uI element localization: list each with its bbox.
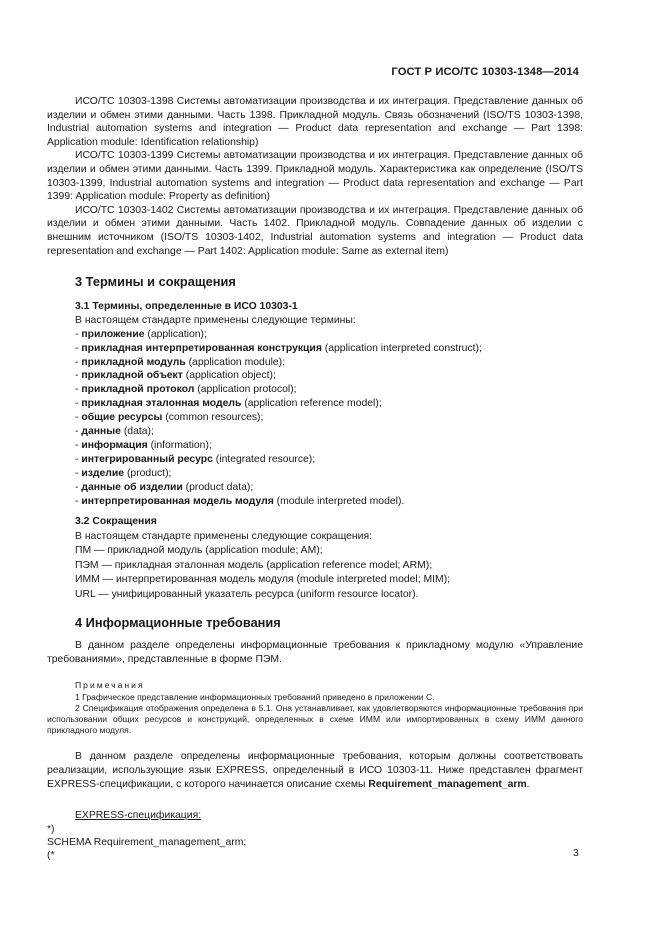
list-item: - прикладной объект (application object);: [75, 370, 276, 382]
section-3-1-title: 3.1 Термины, определенные в ИСО 10303-1: [75, 301, 298, 313]
section-3-1-intro: В настоящем стандарте применены следующие термины:: [75, 315, 356, 327]
section-4-paragraph: В данном разделе определены информационные требования, которым должны соответствовать реализации, использующие язык EXPRESS, определенный в ИСО 10303-11. Ниже представлен фрагмент EXPRESS-спецификации, с которого начинается описание схемы Requirement_management_arm.: [47, 751, 583, 790]
code-line: SCHEMA Requirement_management_arm;: [47, 837, 247, 849]
reference-1399: ИСО/ТС 10303-1399 Системы автоматизации производства и их интеграция. Представление данных об изделии и обмен этими данными. Часть 1399. Прикладной модуль. Характеристика как определение (ISO/TS 10303-1399, Industrial automation systems and integration — Product data representation and exchange — Part 1399: Application module: Property as definition): [47, 150, 583, 203]
list-item: - приложение (application);: [75, 328, 207, 340]
section-3-2-intro: В настоящем стандарте применены следующие сокращения:: [75, 530, 372, 542]
reference-1402: ИСО/ТС 10303-1402 Системы автоматизации производства и их интеграция. Представление данных об изделии и обмен этими данными. Часть 1402. Прикладной модуль. Совпадение данных об изделии с внешним источником (ISO/TS 10303-1402, Industrial automation systems and integration — Product data representation and exchange — Part 1402: Application module: Same as external item): [47, 204, 583, 257]
list-item: - прикладной модуль (application module);: [75, 356, 286, 368]
note-2: 2 Спецификация отображения определена в 5.1. Она устанавливает, как удовлетворяются информационные требования при использовании общих ресурсов и конструкций, определенных в схеме ИММ или импортированных в схему ИММ данного прикладного модуля.: [47, 702, 583, 736]
code-line: (*: [47, 850, 55, 862]
list-item: - общие ресурсы (common resources);: [75, 412, 264, 424]
code-line: *): [47, 823, 55, 835]
page-number: 3: [573, 848, 579, 859]
abbreviation-item: URL — унифицированный указатель ресурса (uniform resource locator).: [75, 588, 419, 600]
abbreviation-item: ПМ — прикладной модуль (application module; AM);: [75, 545, 323, 557]
list-item: - прикладная эталонная модель (application reference model);: [75, 398, 382, 410]
page-content: [47, 95, 583, 862]
list-item: - информация (information);: [75, 439, 212, 451]
section-4-intro: В данном разделе определены информационные требования к прикладному модулю «Управление требованиями», представленные в форме ПЭМ.: [47, 640, 583, 666]
note-1: 1 Графическое представление информационных требований приведено в приложении С.: [75, 691, 435, 702]
express-spec-label: EXPRESS-спецификация:: [75, 810, 202, 822]
section-4-title: 4 Информационные требования: [75, 615, 281, 631]
section-3-title: 3 Термины и сокращения: [75, 274, 236, 290]
list-item: - данные об изделии (product data);: [75, 481, 254, 493]
list-item: - изделие (product);: [75, 467, 172, 479]
notes-title: Примечания: [75, 679, 145, 690]
abbreviation-item: ПЭМ — прикладная эталонная модель (application reference model; ARM);: [75, 559, 433, 571]
list-item: - прикладная интерпретированная конструкция (application interpreted construct);: [75, 342, 482, 354]
list-item: - прикладной протокол (application protocol);: [75, 384, 297, 396]
list-item: - интегрированный ресурс (integrated resource);: [75, 453, 316, 465]
list-item: - интерпретированная модель модуля (module interpreted model).: [75, 495, 405, 507]
document-header: ГОСТ Р ИСО/ТС 10303-1348—2014: [391, 66, 579, 78]
section-3-2-title: 3.2 Сокращения: [75, 515, 157, 527]
schema-name: Requirement_management_arm: [368, 778, 527, 790]
reference-1398: ИСО/ТС 10303-1398 Системы автоматизации производства и их интеграция. Представление данных об изделии и обмен этими данными. Часть 1398. Прикладной модуль. Связь обозначений (ISO/TS 10303-1398, Industrial automation systems and integration — Product data representation and exchange — Part 1398: Application module: Identification relationship): [47, 96, 583, 148]
list-item: - данные (data);: [75, 426, 154, 438]
terms-list: [47, 328, 583, 509]
abbreviation-item: ИММ — интерпретированная модель модуля (module interpreted model; MIM);: [75, 574, 451, 586]
